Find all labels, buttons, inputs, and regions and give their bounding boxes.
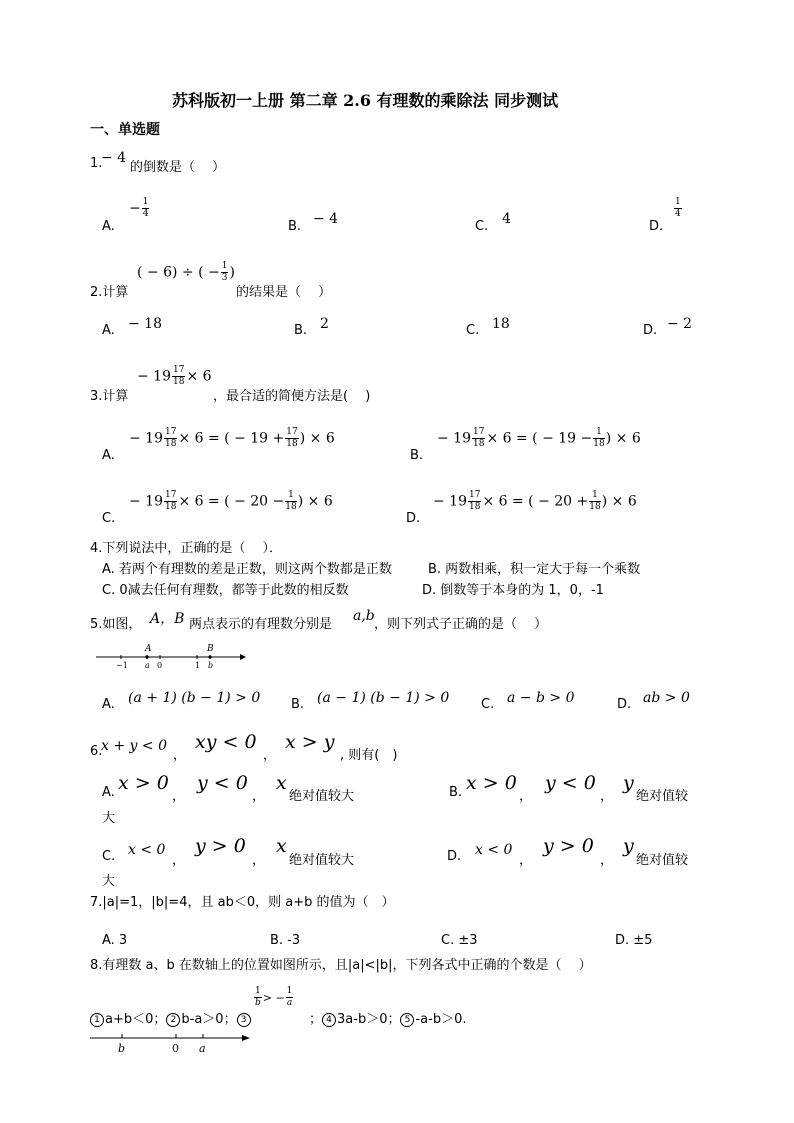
q2-option-a-label: A. [102,323,115,338]
q5-option-b-label: B. [291,697,305,712]
q5-option-c: a − b > 0 [507,690,575,706]
q3-number: 3.计算 [90,389,129,404]
q6-a-x: x > 0 [118,772,169,794]
q1-expr: − 4 [101,150,127,166]
q8-number-line [90,1030,252,1056]
q2-option-b: 2 [320,316,329,332]
q6-a-sep1: ， [172,789,186,804]
q6-d-var: y [623,835,634,857]
point-a [145,655,148,658]
q7-option-c: C. ±3 [441,933,478,948]
q8-item-4: 3a-b＞0； [337,1012,401,1027]
q6-tail: , 则有( ) [340,748,398,763]
label-A: A [145,644,152,654]
q5-vars: a,b [353,608,375,624]
q2-number: 2.计算 [90,285,129,300]
q6-option-d-label: D. [447,849,462,864]
circle-4: 4 [322,1013,336,1027]
q1-number: 1. [90,156,103,171]
q6-option-c-label: C. [102,849,116,864]
q1-option-b-label: B. [288,219,302,234]
q4-option-c: C. 0减去任何有理数，都等于此数的相反数 [102,583,349,598]
q2-option-a: − 18 [128,316,162,332]
q6-d-suffix: 绝对值较 [636,853,689,868]
q6-c-var: x [276,835,287,857]
q3-option-d: − 19 $\frac{17}{18}$ × 6 = ( − 20 + $\frac{1}{18}$ ) × 6 [433,490,637,512]
label-b: b [208,661,214,670]
q2-option-c: 18 [492,316,510,332]
q6-d-sep1: ， [519,853,533,868]
circle-1: 1 [90,1013,104,1027]
point-b [208,655,211,658]
q1-option-a-label: A. [102,219,115,234]
q3-option-a-label: A. [102,448,115,463]
label-zero: 0 [172,1042,179,1055]
q6-sep-2: ， [263,748,277,763]
q8-item-5: -a-b＞0. [415,1012,467,1027]
q6-d-x: x < 0 [475,842,513,858]
q5-tail: ，则下列式子正确的是（ ） [374,617,548,632]
q8-item-2: b-a＞0； [181,1012,237,1027]
circle-2: 2 [166,1013,180,1027]
circle-5: 5 [400,1013,414,1027]
q2-text: 的结果是（ ） [236,285,332,300]
q5-option-d: ab > 0 [643,690,690,706]
q4-option-d: D. 倒数等于本身的为 1，0，-1 [422,583,604,598]
q1-option-c-label: C. [475,219,489,234]
q6-b-sep2: ， [600,789,614,804]
circle-3: 3 [237,1013,251,1027]
q2-option-d-label: D. [643,323,658,338]
q6-d-y: y > 0 [543,835,594,857]
q2-option-d: − 2 [667,316,693,332]
label-one: 1 [195,661,201,670]
q6-sep-1: ， [173,748,187,763]
q8-stem: 8.有理数 a、b 在数轴上的位置如图所示，且|a|<|b|，下列各式中正确的个数是（ ） [90,958,592,973]
q3-option-b: − 19 $\frac{17}{18}$ × 6 = ( − 19 − $\frac{1}{18}$ ) × 6 [437,427,641,449]
q5-number: 5.如图， [90,617,142,632]
q6-c-y: y > 0 [195,835,246,857]
q3-text: ，最合适的简便方法是( ) [213,389,371,404]
q8-statements-1-3 [90,1008,252,1027]
q7-option-b: B. -3 [270,933,301,948]
label-B: B [207,644,214,654]
q2-expr: ( − 6) ÷ ( − $\frac{1}{3}$ ) [137,261,235,283]
label-a: a [199,1042,206,1055]
q6-a-var: x [276,772,287,794]
q6-c-suffix: 绝对值较大 [289,853,355,868]
q6-b-suffix: 绝对值较 [636,789,689,804]
q6-a-suffix: 绝对值较大 [289,789,355,804]
q6-condition-3: x > y [285,731,335,753]
label-minus-one: −1 [116,661,128,670]
q5-option-c-label: C. [481,697,495,712]
q3-option-d-label: D. [406,511,421,526]
q5-option-d-label: D. [617,697,632,712]
q7-stem: 7.|a|=1，|b|=4，且 ab＜0，则 a+b 的值为（ ） [90,895,395,910]
q1-option-d-label: D. [649,219,664,234]
q6-c-x: x < 0 [128,842,166,858]
q5-mid: 两点表示的有理数分别是 [189,617,333,632]
q6-b-var: y [623,772,634,794]
label-zero: 0 [157,661,163,670]
q6-d-sep2: ， [600,853,614,868]
q6-b-x: x > 0 [466,772,517,794]
q6-b-wrap: 大 [102,811,116,826]
q7-option-d: D. ±5 [615,933,653,948]
q6-number: 6. [90,744,103,759]
q8-item-1: a+b＜0； [105,1012,167,1027]
q6-b-sep1: ， [519,789,533,804]
axis-arrow [242,1035,250,1041]
q5-option-a: (a + 1) (b − 1) > 0 [128,690,261,706]
q6-c-sep2: ， [252,853,266,868]
q3-option-c: − 19 $\frac{17}{18}$ × 6 = ( − 20 − $\frac{1}{18}$ ) × 6 [129,490,333,512]
q8-item-3: $\frac{1}{b}$ > − $\frac{1}{a}$ [254,986,293,1008]
q4-stem: 4.下列说法中，正确的是（ ）． [90,541,283,556]
q6-condition-2: xy < 0 [195,731,257,753]
q6-d-wrap: 大 [102,874,116,889]
q2-option-b-label: B. [294,323,308,338]
page-title: 苏科版初一上册 第二章 2.6 有理数的乘除法 同步测试 [172,91,559,110]
q6-a-sep2: ， [252,789,266,804]
section-heading: 一、单选题 [90,122,160,138]
label-b: b [118,1042,126,1055]
q5-number-line [94,640,248,672]
q5-option-a-label: A. [102,697,115,712]
q3-option-b-label: B. [410,448,424,463]
label-a: a [145,661,150,670]
q6-c-sep1: ， [172,853,186,868]
q6-condition-1: x + y < 0 [101,738,167,754]
q5-points: A，B [150,611,185,627]
q1-option-b: − 4 [313,211,339,227]
q4-option-a: A. 若两个有理数的差是正数，则这两个数都是正数 [102,562,392,577]
q6-option-a-label: A. [102,785,115,800]
q4-option-b: B. 两数相乘，积一定大于每一个乘数 [428,562,641,577]
q5-option-b: (a − 1) (b − 1) > 0 [317,690,450,706]
q6-b-y: y < 0 [545,772,596,794]
q1-option-a: − $\frac{1}{4}$ [129,197,149,219]
axis-arrow [240,654,246,660]
q1-text: 的倒数是（ ） [130,160,226,175]
q6-option-b-label: B. [449,785,463,800]
q1-option-c: 4 [502,211,511,227]
q3-option-a: − 19 $\frac{17}{18}$ × 6 = ( − 19 + $\frac{17}{18}$ ) × 6 [129,427,335,449]
q6-a-y: y < 0 [197,772,248,794]
q3-expr: − 19 $\frac{17}{18}$ × 6 [137,365,212,387]
q8-statements-4-5: ； 4 3a-b＞0； 5 -a-b＞0. [309,1012,467,1027]
q3-option-c-label: C. [102,511,116,526]
q7-option-a: A. 3 [102,933,128,948]
q1-option-d: $\frac{1}{4}$ [675,197,681,219]
q2-option-c-label: C. [466,323,480,338]
